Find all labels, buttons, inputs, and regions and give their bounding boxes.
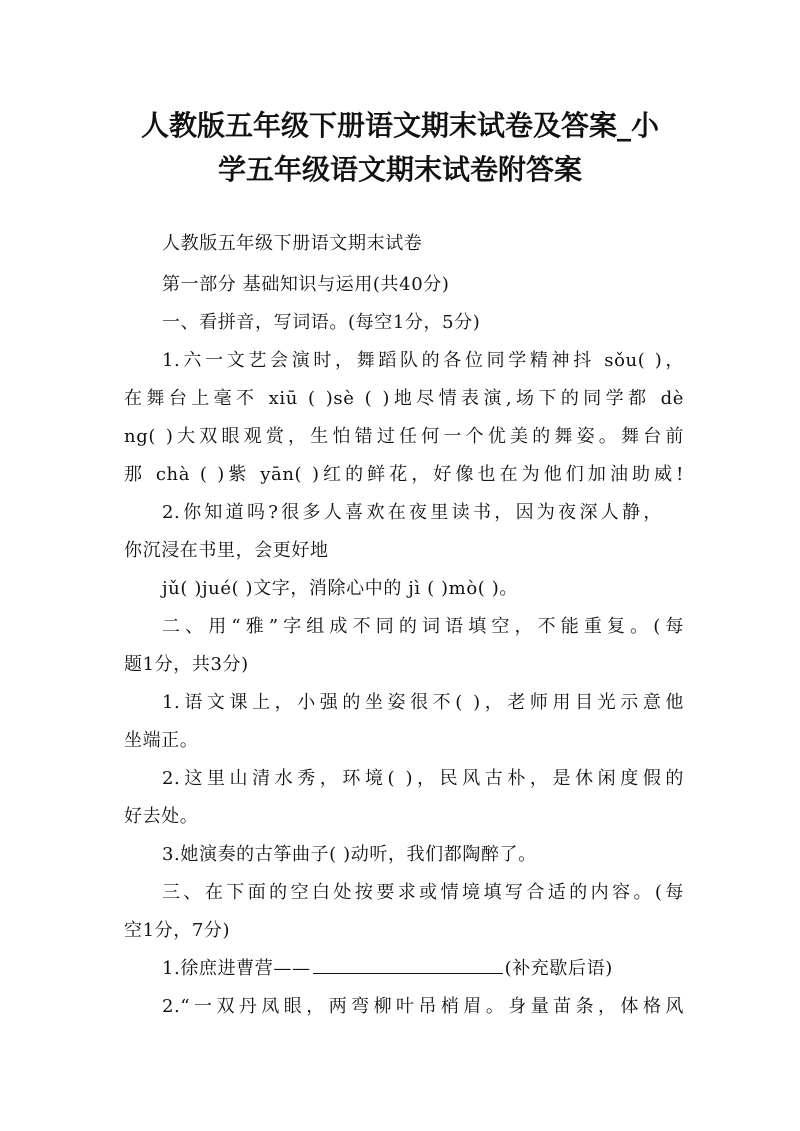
- question-2-2-line-2: 好去处。: [124, 806, 199, 827]
- question-3-2-line-1: 2.“一双丹凤眼，两弯柳叶吊梢眉。身量苗条，体格风: [162, 996, 684, 1017]
- question-3-1-hint: (补充歇后语): [504, 958, 613, 979]
- question-2-1-line-2: 坐端正。: [124, 730, 199, 751]
- question-1-1-line-3: ng( )大双眼观赏，生怕错过任何一个优美的舞姿。舞台前: [124, 426, 684, 447]
- exam-heading: 人教版五年级下册语文期末试卷: [162, 233, 423, 254]
- section-two-heading-line-1: 二、用“雅”字组成不同的词语填空，不能重复。(每: [162, 616, 684, 637]
- answer-blank: [313, 955, 503, 974]
- document-title-line-2: 学五年级语文期末试卷附答案: [217, 153, 582, 186]
- section-three-heading-line-2: 空1分，7分): [124, 920, 231, 941]
- question-1-1-line-2: 在舞台上毫不 xiū ( )sè ( )地尽情表演,场下的同学都 dè: [124, 388, 684, 409]
- question-1-2-line-3: jǔ( )jué( )文字，消除心中的 jì ( )mò( )。: [162, 578, 518, 599]
- question-3-1-prompt: 1.徐庶进曹营——: [162, 958, 311, 979]
- question-2-3: 3.她演奏的古筝曲子( )动听，我们都陶醉了。: [162, 844, 537, 865]
- document-title-line-1: 人教版五年级下册语文期末试卷及答案_小: [140, 109, 659, 142]
- part-one-heading: 第一部分 基础知识与运用(共40分): [162, 274, 450, 295]
- question-3-1: [162, 954, 722, 984]
- question-2-1-line-1: 1.语文课上，小强的坐姿很不( )，老师用目光示意他: [162, 692, 684, 713]
- question-1-1-line-4: 那 chà ( )紫 yān( )红的鲜花，好像也在为他们加油助威!: [124, 464, 684, 485]
- section-three-heading-line-1: 三、在下面的空白处按要求或情境填写合适的内容。(每: [162, 882, 684, 903]
- question-1-2-line-1: 2.你知道吗?很多人喜欢在夜里读书，因为夜深人静，: [162, 502, 662, 523]
- section-one-heading: 一、看拼音，写词语。(每空1分，5分): [162, 312, 481, 333]
- question-1-2-line-2: 你沉浸在书里，会更好地: [124, 540, 329, 561]
- section-two-heading-line-2: 题1分，共3分): [124, 654, 249, 675]
- question-1-1-line-1: 1.六一文艺会演时，舞蹈队的各位同学精神抖 sǒu( )，: [162, 350, 684, 371]
- question-2-2-line-1: 2.这里山清水秀，环境( )，民风古朴，是休闲度假的: [162, 768, 684, 789]
